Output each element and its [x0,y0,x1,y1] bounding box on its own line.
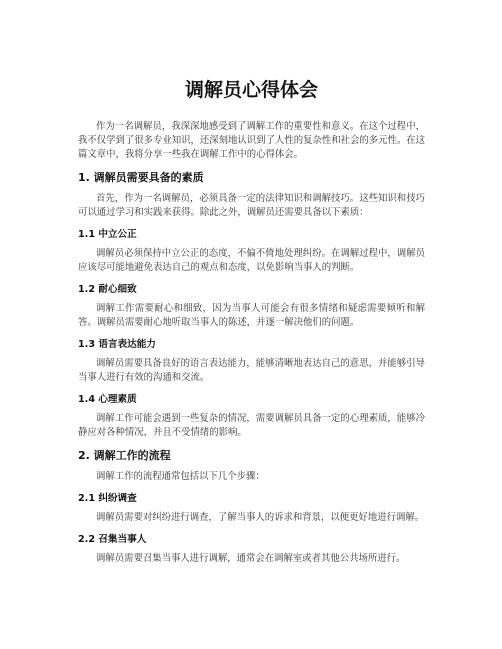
section-1-1-text: 调解员必须保持中立公正的态度，不偏不倚地处理纠纷。在调解过程中，调解员应该尽可能地避免表达自己的观点和态度，以免影响当事人的判断。 [78,248,425,273]
section-2-heading: 2. 调解工作的流程 [78,449,171,462]
section-2-2-text: 调解员需要召集当事人进行调解，通常会在调解室或者其他公共场所进行。 [96,553,406,564]
section-2-1-text: 调解员需要对纠纷进行调查，了解当事人的诉求和背景，以便更好地进行调解。 [96,512,425,523]
intro-paragraph: 作为一名调解员，我深深地感受到了调解工作的重要性和意义。在这个过程中，我不仅学到了很多专业知识，还深刻地认识到了人性的复杂性和社会的多元性。在这篇文章中，我将分享一些我在调解工作中的心得体会。 [78,121,425,160]
section-1-1-heading: 1.1 中立公正 [78,229,137,240]
section-1-2-heading: 1.2 耐心细致 [78,284,137,295]
section-1-3-heading: 1.3 语言表达能力 [78,339,156,350]
section-1-4-heading: 1.4 心理素质 [78,394,137,405]
section-2-1-heading: 2.1 纠纷调查 [78,493,137,504]
section-2-2-heading: 2.2 召集当事人 [78,534,147,545]
section-1-3-text: 调解员需要具备良好的语言表达能力，能够清晰地表达自己的意思，并能够引导当事人进行有效的沟通和交流。 [78,358,425,383]
section-1-intro: 首先，作为一名调解员，必须具备一定的法律知识和调解技巧。这些知识和技巧可以通过学习和实践来获得。除此之外，调解员还需要具备以下素质： [78,193,425,218]
section-1-2-text: 调解工作需要耐心和细致，因为当事人可能会有很多情绪和疑虑需要倾听和解答。调解员需要耐心地听取当事人的陈述，并逐一解决他们的问题。 [78,303,425,328]
section-2-intro: 调解工作的流程通常包括以下几个步骤： [96,471,265,482]
section-1-heading: 1. 调解员需要具备的素质 [78,171,204,184]
section-1-4-text: 调解工作可能会遇到一些复杂的情况，需要调解员具备一定的心理素质，能够冷静应对各种情况，并且不受情绪的影响。 [78,413,425,438]
document-title: 调解员心得体会 [184,79,318,101]
